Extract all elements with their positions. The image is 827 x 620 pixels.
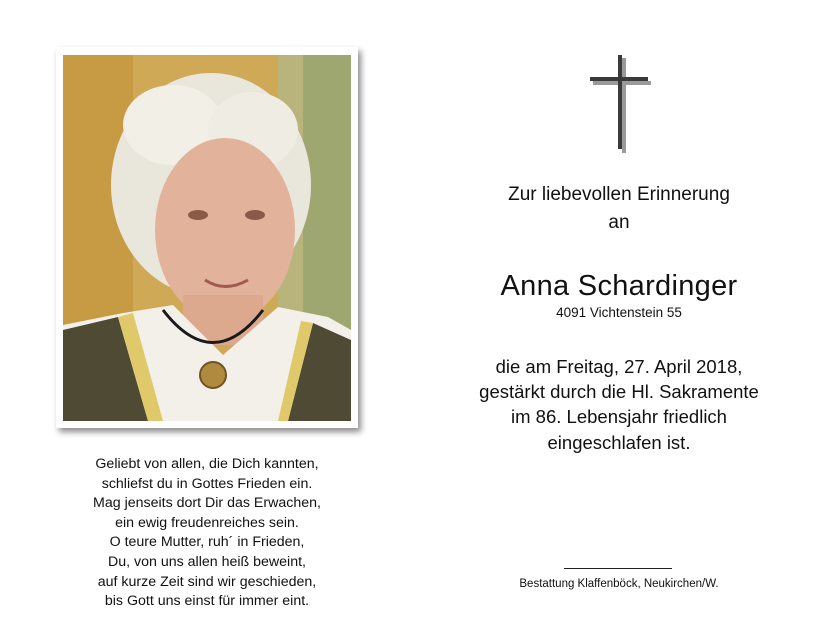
poem-line: Geliebt von allen, die Dich kannten,	[95, 456, 319, 472]
poem-line: ein ewig freudenreiches sein.	[115, 514, 299, 531]
poem-line: schliefst du in Gottes Frieden ein.	[101, 475, 313, 492]
obituary-line: gestärkt durch die Hl. Sakramente	[479, 381, 759, 403]
obituary-line: eingeschlafen ist.	[547, 431, 691, 453]
portrait-photo	[63, 55, 351, 421]
obituary-line: die am Freitag, 27. April 2018,	[495, 356, 743, 377]
divider-line	[564, 568, 672, 569]
person-address: 4091 Vichtenstein 55	[556, 305, 682, 320]
poem-line: Mag jenseits dort Dir das Erwachen,	[93, 495, 321, 512]
obituary-text	[452, 354, 786, 455]
poem-line: Du, von uns allen heiß beweint,	[108, 553, 306, 570]
photo-frame	[56, 47, 358, 428]
memory-line-2: an	[608, 212, 630, 233]
poem	[56, 455, 358, 612]
poem-line: O teure Mutter, ruh´ in Frieden,	[109, 534, 305, 551]
portrait-illustration	[63, 55, 351, 421]
poem-line: auf kurze Zeit sind wir geschieden,	[97, 573, 317, 590]
memory-line-1: Zur liebevollen Erinnerung	[508, 184, 730, 205]
memory-heading	[452, 181, 786, 237]
obituary-line: im 86. Lebensjahr friedlich	[511, 406, 727, 428]
undertaker-credit: Bestattung Klaffenböck, Neukirchen/W.	[519, 578, 719, 590]
poem-line: bis Gott uns einst für immer eint.	[104, 593, 310, 610]
person-name: Anna Schardinger	[500, 270, 738, 302]
cross-icon	[588, 55, 652, 153]
